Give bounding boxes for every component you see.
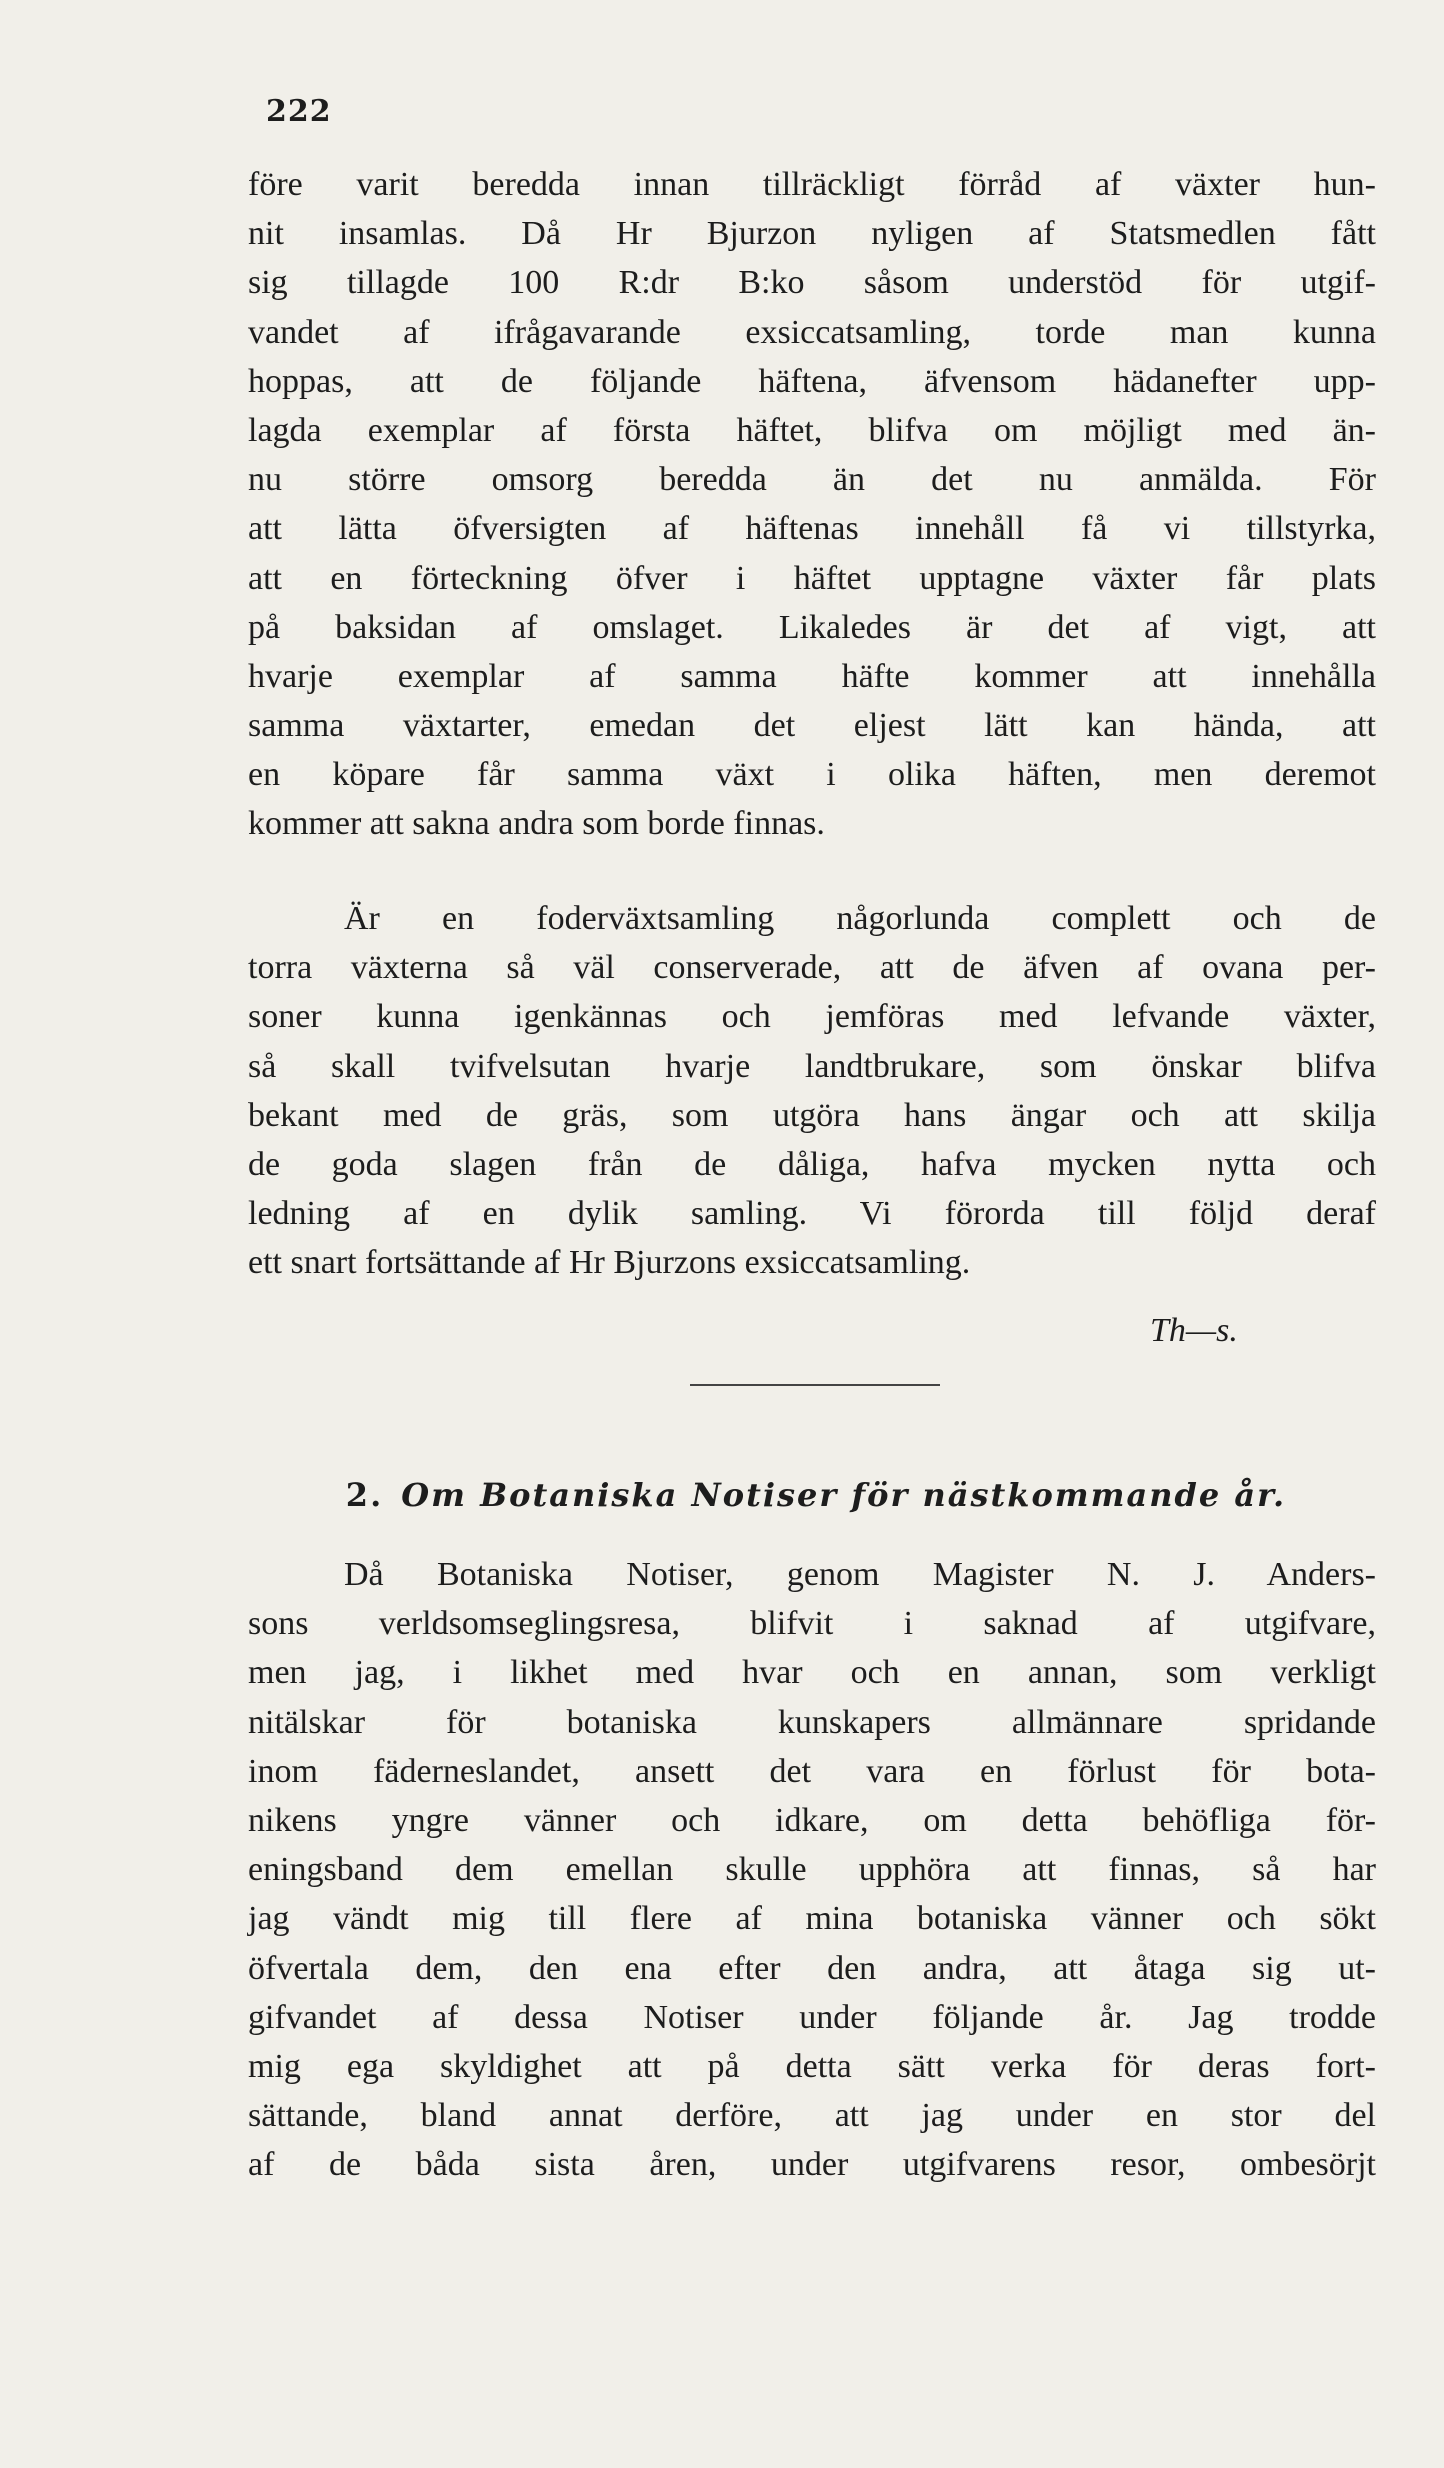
text-line: torra växterna så väl conserverade, att de äfven af ovana per- xyxy=(248,949,1376,987)
text-line: nikens yngre vänner och idkare, om detta behöfliga för- xyxy=(248,1801,1376,1839)
text-line: eningsband dem emellan skulle upphöra att finnas, så har xyxy=(248,1851,1376,1889)
section-heading xyxy=(256,1476,1376,1514)
text-line: ett snart fortsättande af Hr Bjurzons exsiccatsamling. xyxy=(248,1244,971,1282)
text-line: ledning af en dylik samling. Vi förorda till följd deraf xyxy=(248,1195,1376,1233)
text-line: Då Botaniska Notiser, genom Magister N. J. Anders- xyxy=(344,1556,1376,1593)
text-line: att lätta öfversigten af häftenas innehåll få vi tillstyrka, xyxy=(248,510,1376,548)
author-signature: Th—s. xyxy=(1150,1312,1238,1349)
text-line: jag vändt mig till flere af mina botaniska vänner och sökt xyxy=(248,1900,1376,1938)
text-line: mig ega skyldighet att på detta sätt verka för deras fort- xyxy=(248,2047,1376,2085)
text-line: en köpare får samma växt i olika häften, men deremot xyxy=(248,756,1376,794)
text-line: hoppas, att de följande häftena, äfvensom hädanefter upp- xyxy=(248,362,1376,400)
text-line: bekant med de gräs, som utgöra hans ängar och att skilja xyxy=(248,1096,1376,1134)
text-line: så skall tvifvelsutan hvarje landtbrukare, som önskar blifva xyxy=(248,1047,1376,1085)
paragraph-notiser xyxy=(248,1550,1376,2189)
text-line: de goda slagen från de dåliga, hafva mycken nytta och xyxy=(248,1145,1376,1183)
text-line: vandet af ifrågavarande exsiccatsamling, torde man kunna xyxy=(248,313,1376,351)
paragraph-fodervaxt xyxy=(248,894,1376,1288)
text-line: nu större omsorg beredda än det nu anmälda. För xyxy=(248,461,1376,499)
text-line: nitälskar för botaniska kunskapers allmännare spridande xyxy=(248,1703,1376,1741)
text-line: nit insamlas. Då Hr Bjurzon nyligen af Statsmedlen fått xyxy=(248,215,1376,253)
text-line: hvarje exemplar af samma häfte kommer att innehålla xyxy=(248,657,1376,695)
text-line: af de båda sista åren, under utgifvarens resor, ombesörjt xyxy=(248,2146,1376,2184)
text-line: sons verldsomseglingsresa, blifvit i saknad af utgifvare, xyxy=(248,1605,1376,1643)
text-line: på baksidan af omslaget. Likaledes är det af vigt, att xyxy=(248,608,1376,646)
text-line: soner kunna igenkännas och jemföras med lefvande växter, xyxy=(248,998,1376,1036)
text-line: samma växtarter, emedan det eljest lätt kan hända, att xyxy=(248,707,1376,745)
text-line: att en förteckning öfver i häftet upptagne växter får plats xyxy=(248,559,1376,597)
text-line: kommer att sakna andra som borde finnas. xyxy=(248,805,825,843)
text-line: gifvandet af dessa Notiser under följande år. Jag trodde xyxy=(248,1998,1376,2036)
page-number: 222 xyxy=(266,94,332,129)
text-line: sig tillagde 100 R:dr B:ko såsom understöd för utgif- xyxy=(248,264,1376,302)
section-number: 2. xyxy=(345,1476,384,1514)
paragraph-exsiccat xyxy=(248,160,1376,849)
text-line: inom fäderneslandet, ansett det vara en förlust för bota- xyxy=(248,1752,1376,1790)
text-line: sättande, bland annat derföre, att jag under en stor del xyxy=(248,2097,1376,2135)
text-line: Är en foderväxtsamling någorlunda complett och de xyxy=(344,900,1376,937)
text-line: lagda exemplar af första häftet, blifva om möjligt med än- xyxy=(248,411,1376,449)
text-line: före varit beredda innan tillräckligt förråd af växter hun- xyxy=(248,166,1376,203)
section-divider xyxy=(690,1384,940,1386)
text-line: men jag, i likhet med hvar och en annan, som verkligt xyxy=(248,1654,1376,1692)
text-line: öfvertala dem, den ena efter den andra, att åtaga sig ut- xyxy=(248,1949,1376,1987)
section-title: Om Botaniska Notiser för nästkommande år. xyxy=(401,1476,1287,1514)
